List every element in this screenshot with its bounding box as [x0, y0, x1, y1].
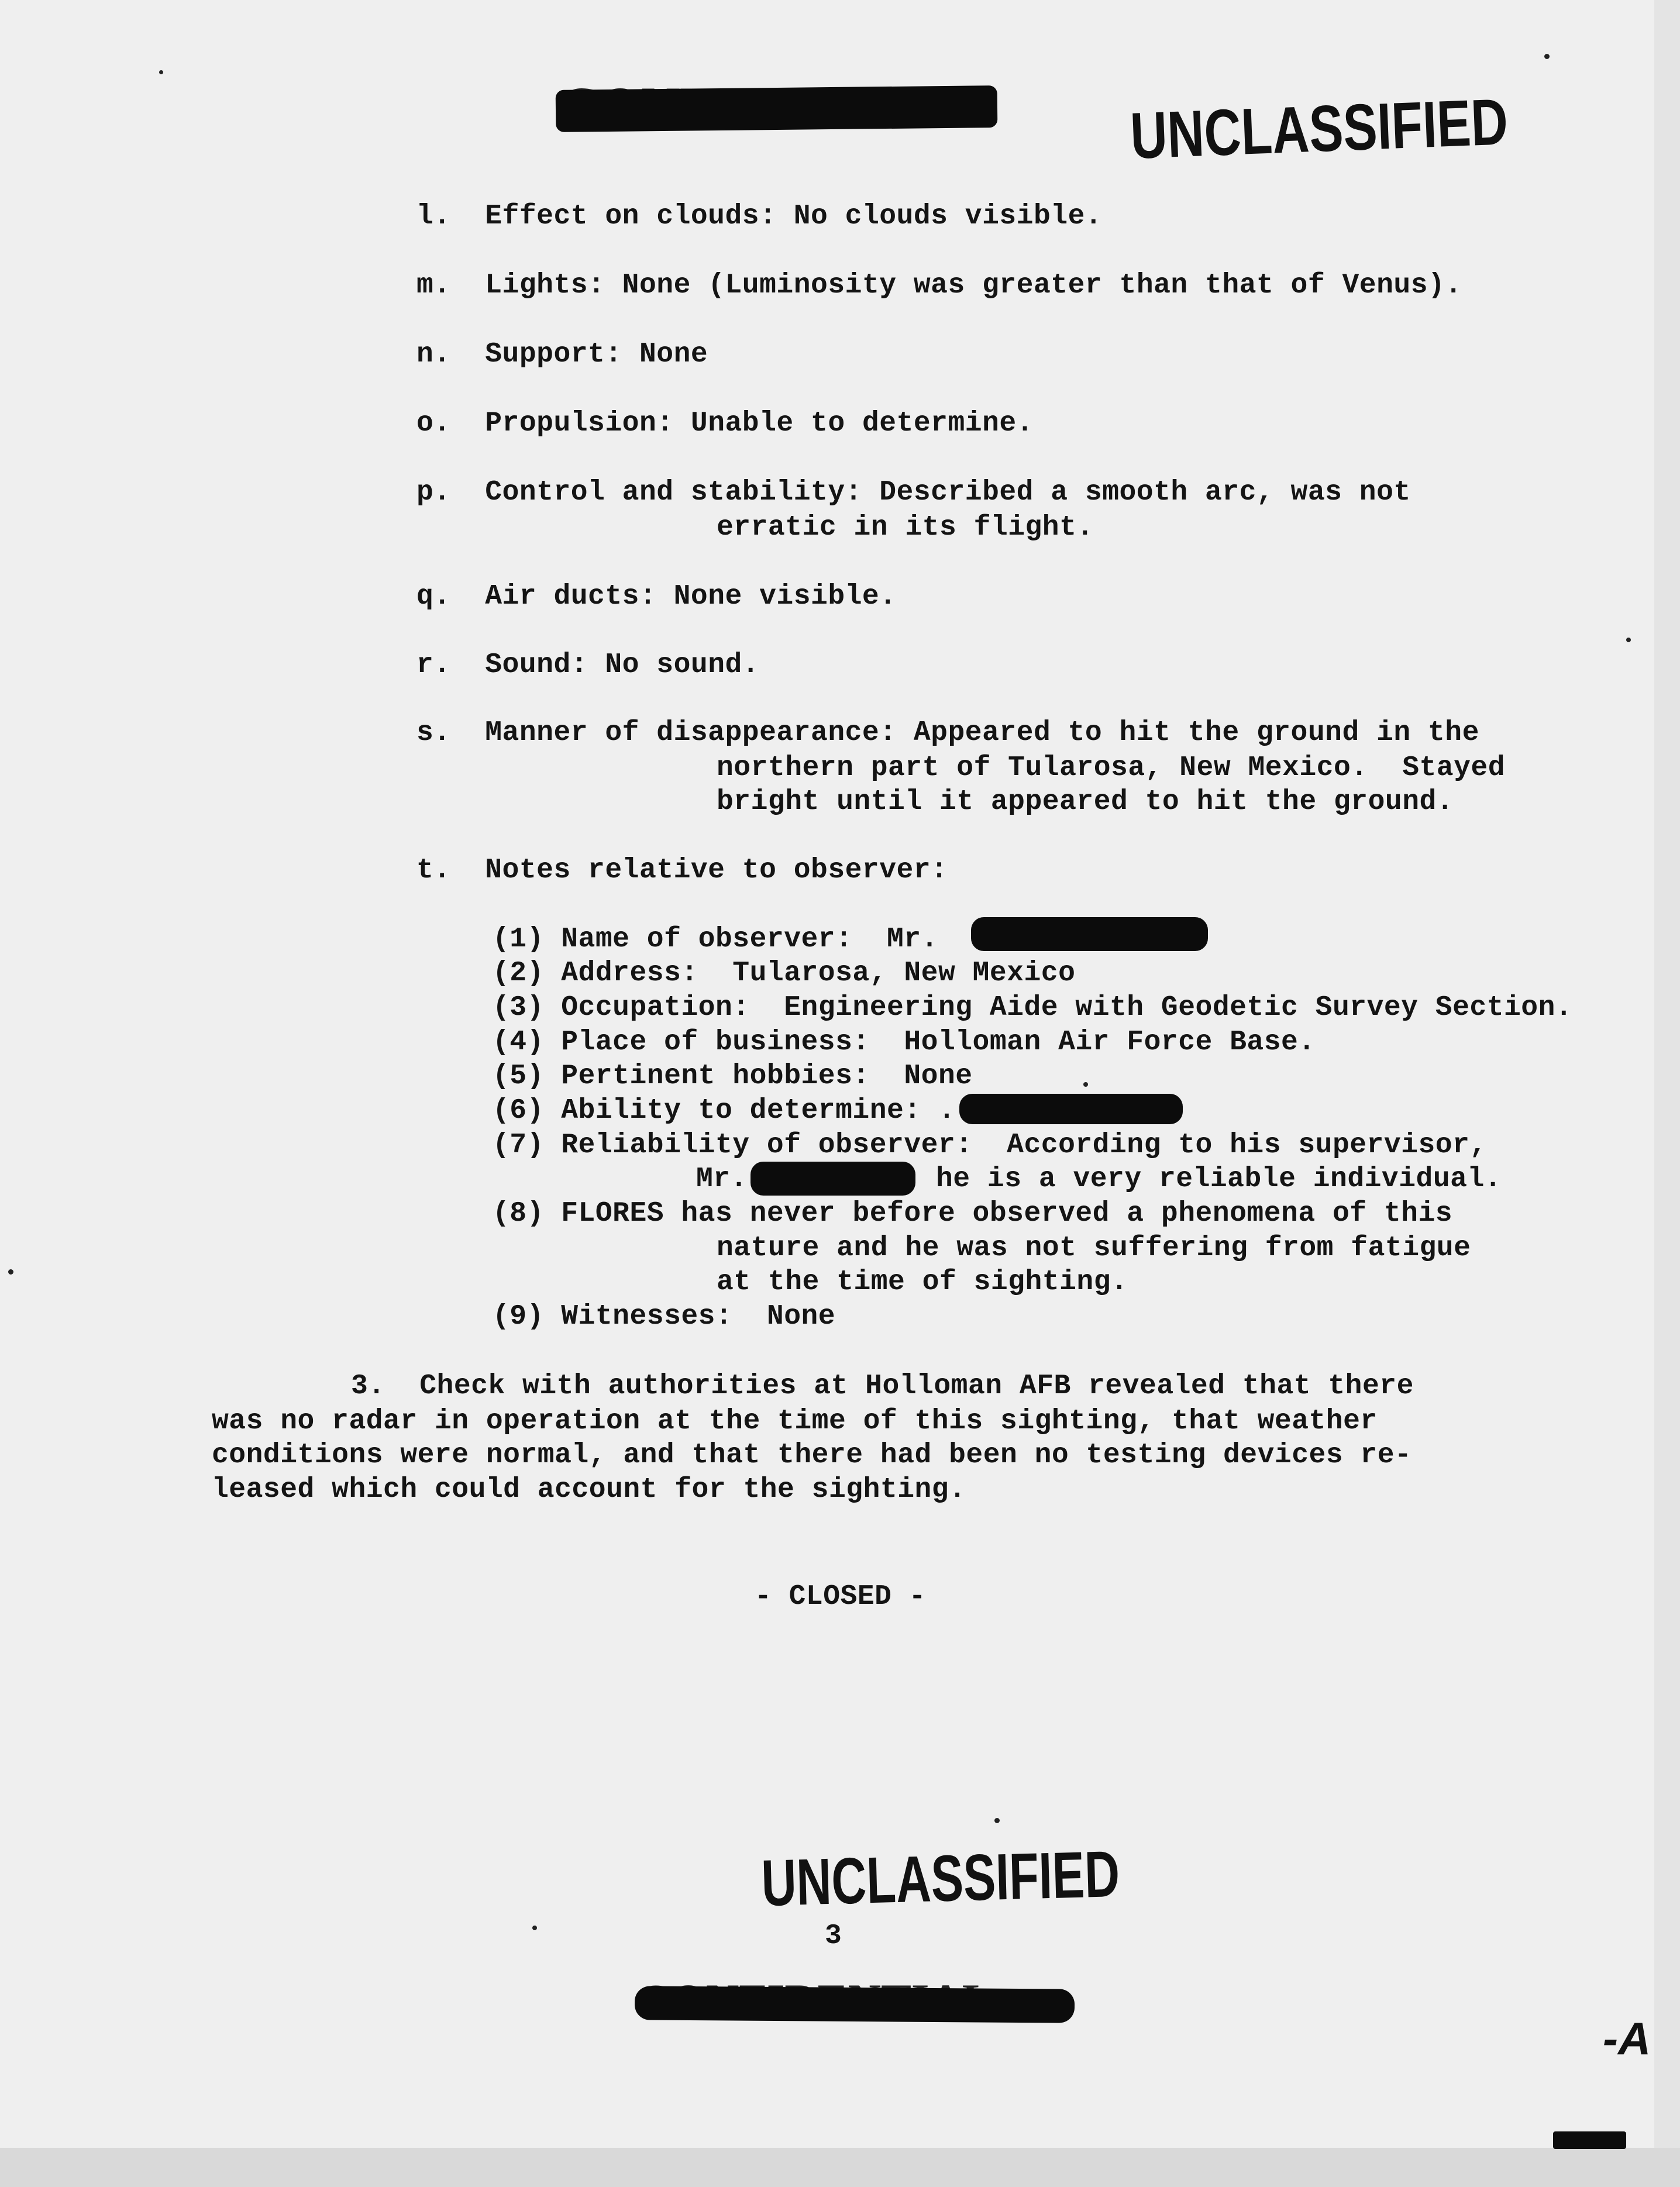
- item-letter: q.: [416, 581, 451, 612]
- item-s: [416, 715, 1479, 750]
- item-p-continued: erratic in its flight.: [717, 512, 1094, 543]
- unclassified-stamp-top: UNCLASSIFIED: [1129, 85, 1509, 173]
- note-7-supervisor-prefix: Mr.: [696, 1163, 748, 1195]
- item-text: No sound.: [605, 649, 760, 681]
- scan-edge-bottom: [0, 2148, 1680, 2187]
- paragraph-3-line-4: leased which could account for the sighting.: [212, 1474, 966, 1506]
- item-text: None visible.: [673, 581, 897, 612]
- note-4: [493, 1025, 1316, 1060]
- item-n: [416, 337, 708, 372]
- note-8-continued-2: at the time of sighting.: [717, 1266, 1128, 1298]
- note-text: .: [938, 1095, 956, 1127]
- scan-speck: [159, 70, 163, 74]
- note-8: [493, 1196, 1452, 1231]
- item-label: Notes relative to observer:: [485, 855, 948, 886]
- item-label: Effect on clouds:: [485, 201, 777, 232]
- note-text: Holloman Air Force Base.: [904, 1027, 1316, 1058]
- item-p: [416, 475, 1411, 510]
- scan-speck: [8, 1269, 13, 1275]
- note-text: According to his supervisor,: [1007, 1129, 1487, 1161]
- redaction-supervisor: [751, 1162, 915, 1196]
- strike-bar-top: [556, 85, 998, 132]
- item-m: [416, 268, 1462, 303]
- item-t: [416, 853, 948, 888]
- note-label: Name of observer:: [561, 924, 853, 955]
- corner-dark-mark: [1553, 2131, 1626, 2149]
- note-text: Mr.: [887, 924, 938, 955]
- item-letter: m.: [416, 270, 451, 301]
- item-letter: p.: [416, 477, 451, 508]
- note-label: Occupation:: [561, 992, 750, 1024]
- strike-bar-bottom: [635, 1986, 1075, 2023]
- item-label: Air ducts:: [485, 581, 657, 612]
- note-1: [493, 922, 938, 957]
- note-num: (3): [493, 992, 544, 1024]
- item-r: [416, 648, 759, 683]
- note-7: [493, 1128, 1487, 1163]
- note-num: (6): [493, 1095, 544, 1127]
- note-text: None: [766, 1301, 836, 1332]
- item-text: None: [639, 339, 708, 370]
- item-letter: n.: [416, 339, 451, 370]
- note-label: FLORES has never before observed a phenomena of this: [561, 1198, 1453, 1229]
- note-num: (1): [493, 924, 544, 955]
- note-num: (7): [493, 1129, 544, 1161]
- scan-speck: [532, 1926, 537, 1930]
- item-letter: t.: [416, 855, 451, 886]
- item-label: Support:: [485, 339, 622, 370]
- item-text: Unable to determine.: [690, 408, 1034, 439]
- note-text: None: [904, 1060, 973, 1092]
- item-letter: r.: [416, 649, 451, 681]
- note-text: Tularosa, New Mexico: [732, 958, 1076, 989]
- note-label: Pertinent hobbies:: [561, 1060, 870, 1092]
- note-label: Address:: [561, 958, 698, 989]
- paragraph-3-line-3: conditions were normal, and that there had been no testing devices re-: [212, 1439, 1412, 1471]
- paragraph-3-line-2: was no radar in operation at the time of this sighting, that weather: [212, 1406, 1378, 1437]
- paragraph-3-line-1: 3. Check with authorities at Holloman AFB revealed that there: [351, 1370, 1414, 1402]
- redaction-ability: [959, 1094, 1183, 1124]
- item-label: Sound:: [485, 649, 588, 681]
- note-num: (2): [493, 958, 544, 989]
- note-8-continued-1: nature and he was not suffering from fatigue: [717, 1232, 1471, 1264]
- note-label: Place of business:: [561, 1027, 870, 1058]
- note-num: (5): [493, 1060, 544, 1092]
- item-q: [416, 579, 897, 614]
- note-6: [493, 1093, 955, 1128]
- item-text: Described a smooth arc, was not: [879, 477, 1411, 508]
- unclassified-stamp-bottom: UNCLASSIFIED: [760, 1837, 1121, 1920]
- item-s-continued-1: northern part of Tularosa, New Mexico. Stayed: [717, 752, 1506, 784]
- scan-speck: [1626, 638, 1631, 642]
- item-label: Lights:: [485, 270, 605, 301]
- note-7-continued: he is a very reliable individual.: [936, 1163, 1502, 1195]
- item-letter: l.: [416, 201, 451, 232]
- page-number: 3: [825, 1920, 842, 1952]
- note-label: Ability to determine:: [561, 1095, 921, 1127]
- scan-speck: [994, 1818, 1000, 1823]
- item-letter: o.: [416, 408, 451, 439]
- item-text: Appeared to hit the ground in the: [913, 717, 1479, 749]
- note-3: [493, 990, 1572, 1025]
- item-label: Manner of disappearance:: [485, 717, 897, 749]
- note-text: Engineering Aide with Geodetic Survey Section.: [784, 992, 1573, 1024]
- note-num: (9): [493, 1301, 544, 1332]
- item-label: Propulsion:: [485, 408, 674, 439]
- item-o: [416, 406, 1034, 441]
- item-text: No clouds visible.: [793, 201, 1103, 232]
- note-num: (4): [493, 1027, 544, 1058]
- note-num: (8): [493, 1198, 544, 1229]
- item-l: [416, 199, 1102, 234]
- redaction-observer-name: [971, 917, 1208, 951]
- note-5: [493, 1059, 973, 1094]
- note-2: [493, 956, 1075, 991]
- note-label: Reliability of observer:: [561, 1129, 973, 1161]
- scan-edge-right: [1654, 0, 1680, 2187]
- closing-mark: - CLOSED -: [755, 1581, 927, 1613]
- note-label: Witnesses:: [561, 1301, 733, 1332]
- item-label: Control and stability:: [485, 477, 862, 508]
- scan-speck: [1083, 1082, 1088, 1087]
- item-s-continued-2: bright until it appeared to hit the ground.: [717, 786, 1454, 818]
- scan-speck: [1544, 54, 1550, 59]
- item-text: None (Luminosity was greater than that of Venus).: [622, 270, 1462, 301]
- note-9: [493, 1299, 835, 1334]
- item-letter: s.: [416, 717, 451, 749]
- corner-mark: -A: [1603, 2013, 1651, 2064]
